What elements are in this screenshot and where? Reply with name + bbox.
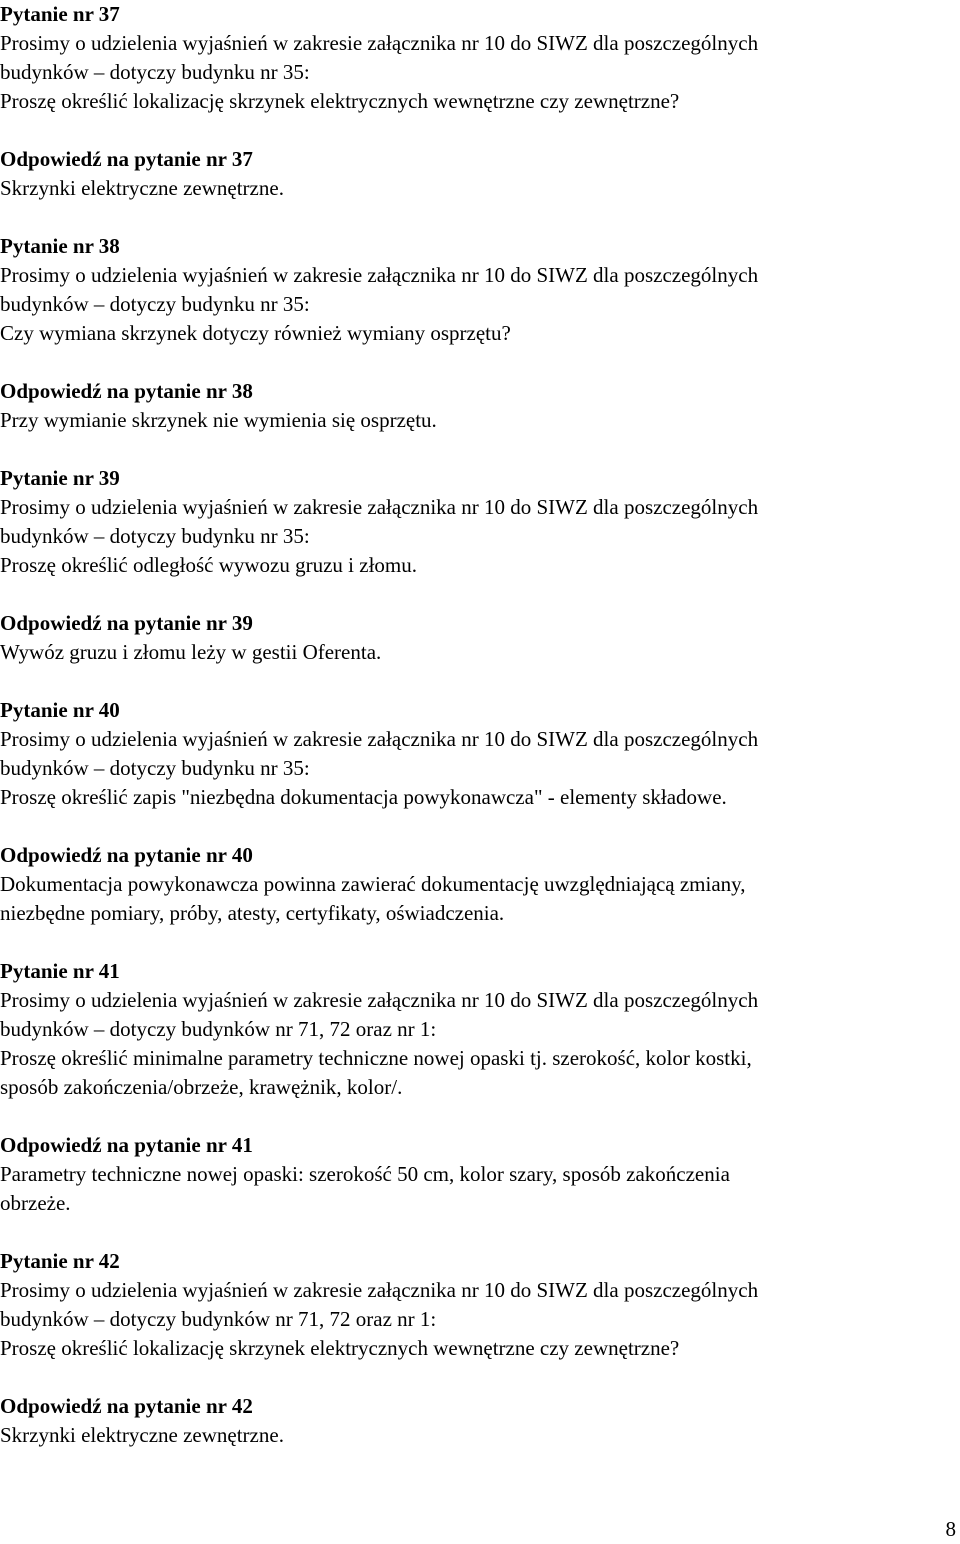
text-line: Prosimy o udzielenia wyjaśnień w zakresie załącznika nr 10 do SIWZ dla poszczególnych	[0, 727, 759, 751]
text-line: Proszę określić lokalizację skrzynek elektrycznych wewnętrzne czy zewnętrzne?	[0, 89, 680, 113]
text-line: budynków – dotyczy budynku nr 35:	[0, 60, 310, 84]
text-line: obrzeże.	[0, 1191, 71, 1215]
text-line: sposób zakończenia/obrzeże, krawężnik, kolor/.	[0, 1075, 403, 1099]
page-number: 8	[945, 1517, 956, 1541]
answer-section	[0, 841, 957, 928]
text-line: Przy wymianie skrzynek nie wymienia się osprzętu.	[0, 408, 437, 432]
section-heading: Odpowiedź na pytanie nr 39	[0, 611, 253, 635]
text-line: Proszę określić zapis "niezbędna dokumentacja powykonawcza" - elementy składowe.	[0, 785, 727, 809]
text-line: Proszę określić minimalne parametry techniczne nowej opaski tj. szerokość, kolor kostki,	[0, 1046, 752, 1070]
section-heading: Odpowiedź na pytanie nr 38	[0, 379, 253, 403]
text-line: Dokumentacja powykonawcza powinna zawierać dokumentację uwzględniającą zmiany,	[0, 872, 746, 896]
text-line: budynków – dotyczy budynku nr 35:	[0, 756, 310, 780]
text-line: Parametry techniczne nowej opaski: szerokość 50 cm, kolor szary, sposób zakończenia	[0, 1162, 730, 1186]
text-line: budynków – dotyczy budynków nr 71, 72 oraz nr 1:	[0, 1307, 437, 1331]
text-line: Proszę określić lokalizację skrzynek elektrycznych wewnętrzne czy zewnętrzne?	[0, 1336, 680, 1360]
text-line: Prosimy o udzielenia wyjaśnień w zakresie załącznika nr 10 do SIWZ dla poszczególnych	[0, 988, 759, 1012]
question-section	[0, 696, 957, 812]
answer-section	[0, 609, 957, 667]
section-heading: Odpowiedź na pytanie nr 41	[0, 1133, 253, 1157]
text-line: budynków – dotyczy budynków nr 71, 72 oraz nr 1:	[0, 1017, 437, 1041]
section-heading: Pytanie nr 41	[0, 959, 120, 983]
text-line: Prosimy o udzielenia wyjaśnień w zakresie załącznika nr 10 do SIWZ dla poszczególnych	[0, 1278, 759, 1302]
question-section	[0, 957, 957, 1102]
question-section	[0, 464, 957, 580]
section-heading: Odpowiedź na pytanie nr 40	[0, 843, 253, 867]
section-heading: Odpowiedź na pytanie nr 37	[0, 147, 253, 171]
text-line: Prosimy o udzielenia wyjaśnień w zakresie załącznika nr 10 do SIWZ dla poszczególnych	[0, 263, 759, 287]
text-line: Czy wymiana skrzynek dotyczy również wymiany osprzętu?	[0, 321, 511, 345]
text-line: Skrzynki elektryczne zewnętrzne.	[0, 1423, 284, 1447]
text-line: Wywóz gruzu i złomu leży w gestii Oferenta.	[0, 640, 382, 664]
question-section	[0, 0, 957, 116]
text-line: budynków – dotyczy budynku nr 35:	[0, 524, 310, 548]
question-section	[0, 1247, 957, 1363]
answer-section	[0, 377, 957, 435]
answer-section	[0, 1392, 957, 1450]
answer-section	[0, 1131, 957, 1218]
section-heading: Pytanie nr 40	[0, 698, 120, 722]
section-heading: Pytanie nr 42	[0, 1249, 120, 1273]
answer-section	[0, 145, 957, 203]
section-heading: Pytanie nr 37	[0, 2, 120, 26]
section-heading: Odpowiedź na pytanie nr 42	[0, 1394, 253, 1418]
section-heading: Pytanie nr 39	[0, 466, 120, 490]
text-line: Prosimy o udzielenia wyjaśnień w zakresie załącznika nr 10 do SIWZ dla poszczególnych	[0, 31, 759, 55]
text-line: Prosimy o udzielenia wyjaśnień w zakresie załącznika nr 10 do SIWZ dla poszczególnych	[0, 495, 759, 519]
section-heading: Pytanie nr 38	[0, 234, 120, 258]
text-line: budynków – dotyczy budynku nr 35:	[0, 292, 310, 316]
text-line: niezbędne pomiary, próby, atesty, certyfikaty, oświadczenia.	[0, 901, 505, 925]
text-line: Proszę określić odległość wywozu gruzu i złomu.	[0, 553, 417, 577]
text-line: Skrzynki elektryczne zewnętrzne.	[0, 176, 284, 200]
question-section	[0, 232, 957, 348]
